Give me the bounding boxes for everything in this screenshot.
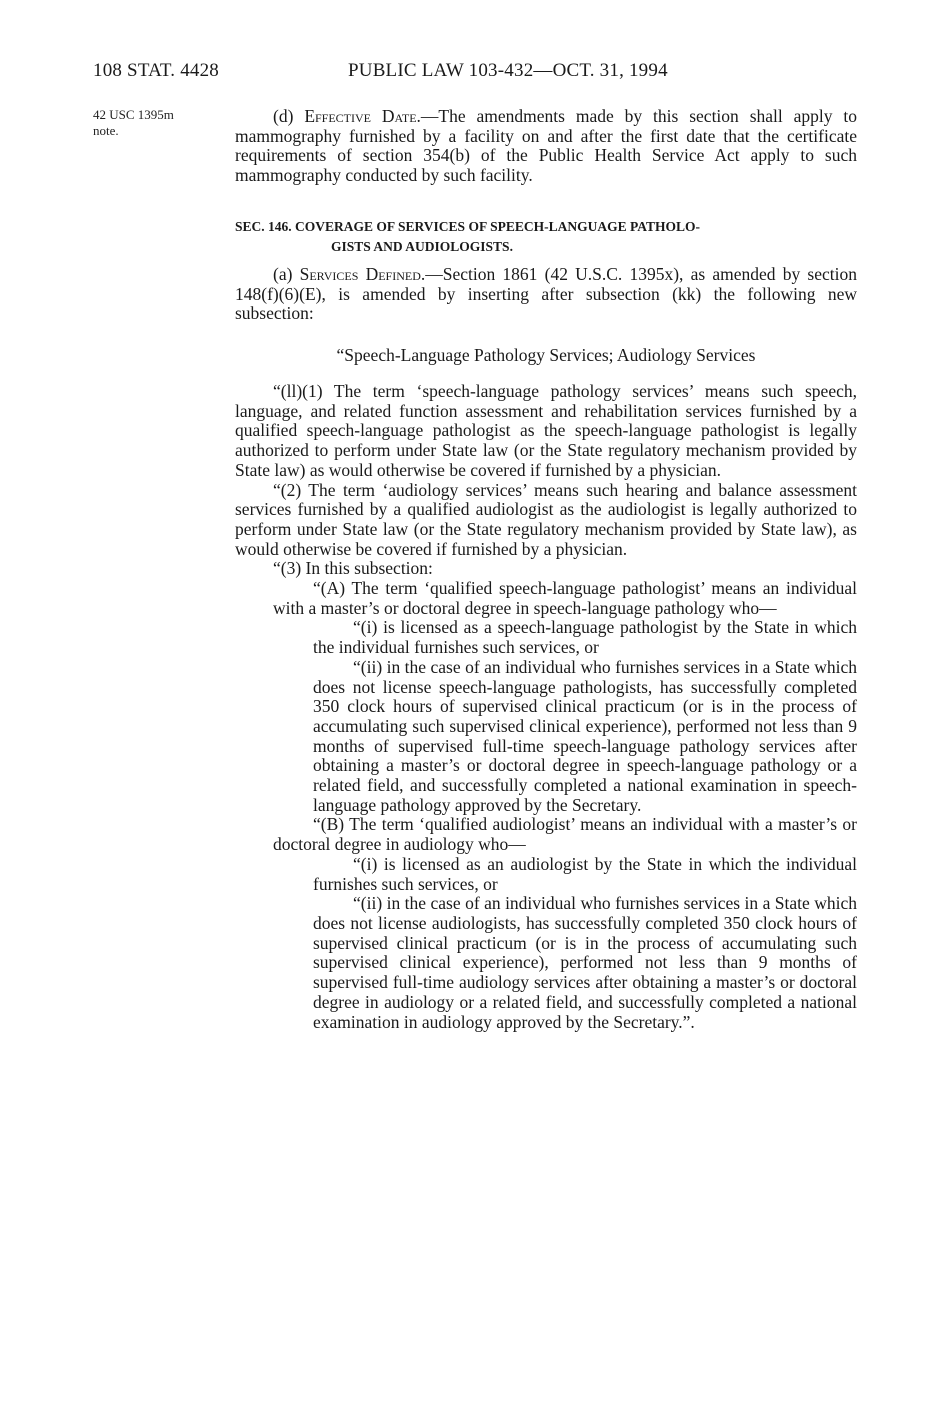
- running-header: PUBLIC LAW 103-432—OCT. 31, 1994: [348, 60, 668, 81]
- subparagraph-B: “(B) The term ‘qualified audiologist’ means an individual with a master’s or doctoral degree in audiology who—: [273, 814, 857, 855]
- page-reference: 108 STAT. 4428: [93, 60, 220, 81]
- paragraph-heading: Effective Date.: [304, 106, 421, 126]
- section-heading: [235, 217, 857, 257]
- subsection-paragraph-3: “(3) In this subsection:: [273, 558, 433, 579]
- subparagraph-A: “(A) The term ‘qualified speech-language pathologist’ means an individual with a master’s or doctoral degree in speech-language pathology who—: [273, 578, 857, 618]
- clause-B-ii: “(ii) in the case of an individual who furnishes services in a State which does not license audiologists, has successfully completed 350 clock hours of supervised clinical practicum (or is in the process of accumulating such supervised clinical experience), performed not less than 9 months of supervised full-time audiology services after obtaining a master’s or doctoral degree in audiology or a related field, and successfully completed a national examination in audiology approved by the Secretary.”.: [313, 893, 857, 1032]
- paragraph-text: —Section 1861 (42 U.S.C. 1395x), as amended by section 148(f)(6)(E), is amended by inserting after subsection (kk) the following new subsection:: [235, 264, 857, 324]
- section-heading-line1: SEC. 146. COVERAGE OF SERVICES OF SPEECH-LANGUAGE PATHOLO-: [235, 219, 700, 234]
- paragraph-heading: Services Defined.: [299, 264, 426, 284]
- subsection-title: “Speech-Language Pathology Services; Audiology Services: [336, 345, 756, 365]
- subsection-paragraph-2: “(2) The term ‘audiology services’ means such hearing and balance assessment services furnished by a qualified audiologist as the audiologist is legally authorized to perform under State law (or the State regulatory mechanism provided by State law), as would otherwise be covered if furnished by a physician.: [235, 479, 857, 559]
- margin-note-label: note.: [93, 123, 119, 138]
- paragraph-services-defined: [235, 265, 857, 324]
- new-subsection-body: [235, 382, 857, 1032]
- paragraph-effective-date: [235, 107, 857, 186]
- margin-note: [93, 107, 174, 139]
- subsection-paragraph-1: “(ll)(1) The term ‘speech-language pathology services’ means such speech, language, and related function assessment and rehabilitation services furnished by a qualified speech-language pathologist as the speech-language pathologist is legally authorized to perform under State law (or the State regulatory mechanism provided by State law) as would otherwise be covered if furnished by a physician.: [235, 381, 857, 480]
- clause-B-i: “(i) is licensed as an audiologist by the State in which the individual furnishes such services, or: [313, 853, 857, 894]
- clause-A-i: “(i) is licensed as a speech-language pathologist by the State in which the individual furnishes such services, or: [313, 617, 857, 658]
- paragraph-label: (a): [273, 264, 300, 284]
- paragraph-text: —The amendments made by this section shall apply to mammography furnished by a facility on and after the first date that the certificate requirements of section 354(b) of the Public Health Service Act apply to such mammography conducted by such facility.: [235, 106, 858, 186]
- margin-note-citation: 42 USC 1395m: [93, 107, 174, 122]
- section-heading-line2: GISTS AND AUDIOLOGISTS.: [331, 239, 513, 254]
- paragraph-label: (d): [273, 106, 305, 126]
- clause-A-ii: “(ii) in the case of an individual who furnishes services in a State which does not license speech-language pathologists, has successfully completed 350 clock hours of supervised clinical practicum (or is in the process of accumulating such supervised clinical experience), performed not less than 9 months of supervised full-time speech-language pathology services after obtaining a master’s or doctoral degree in speech-language pathology or a related field, and successfully completed a national examination in speech-language pathology approved by the Secretary.: [313, 656, 857, 815]
